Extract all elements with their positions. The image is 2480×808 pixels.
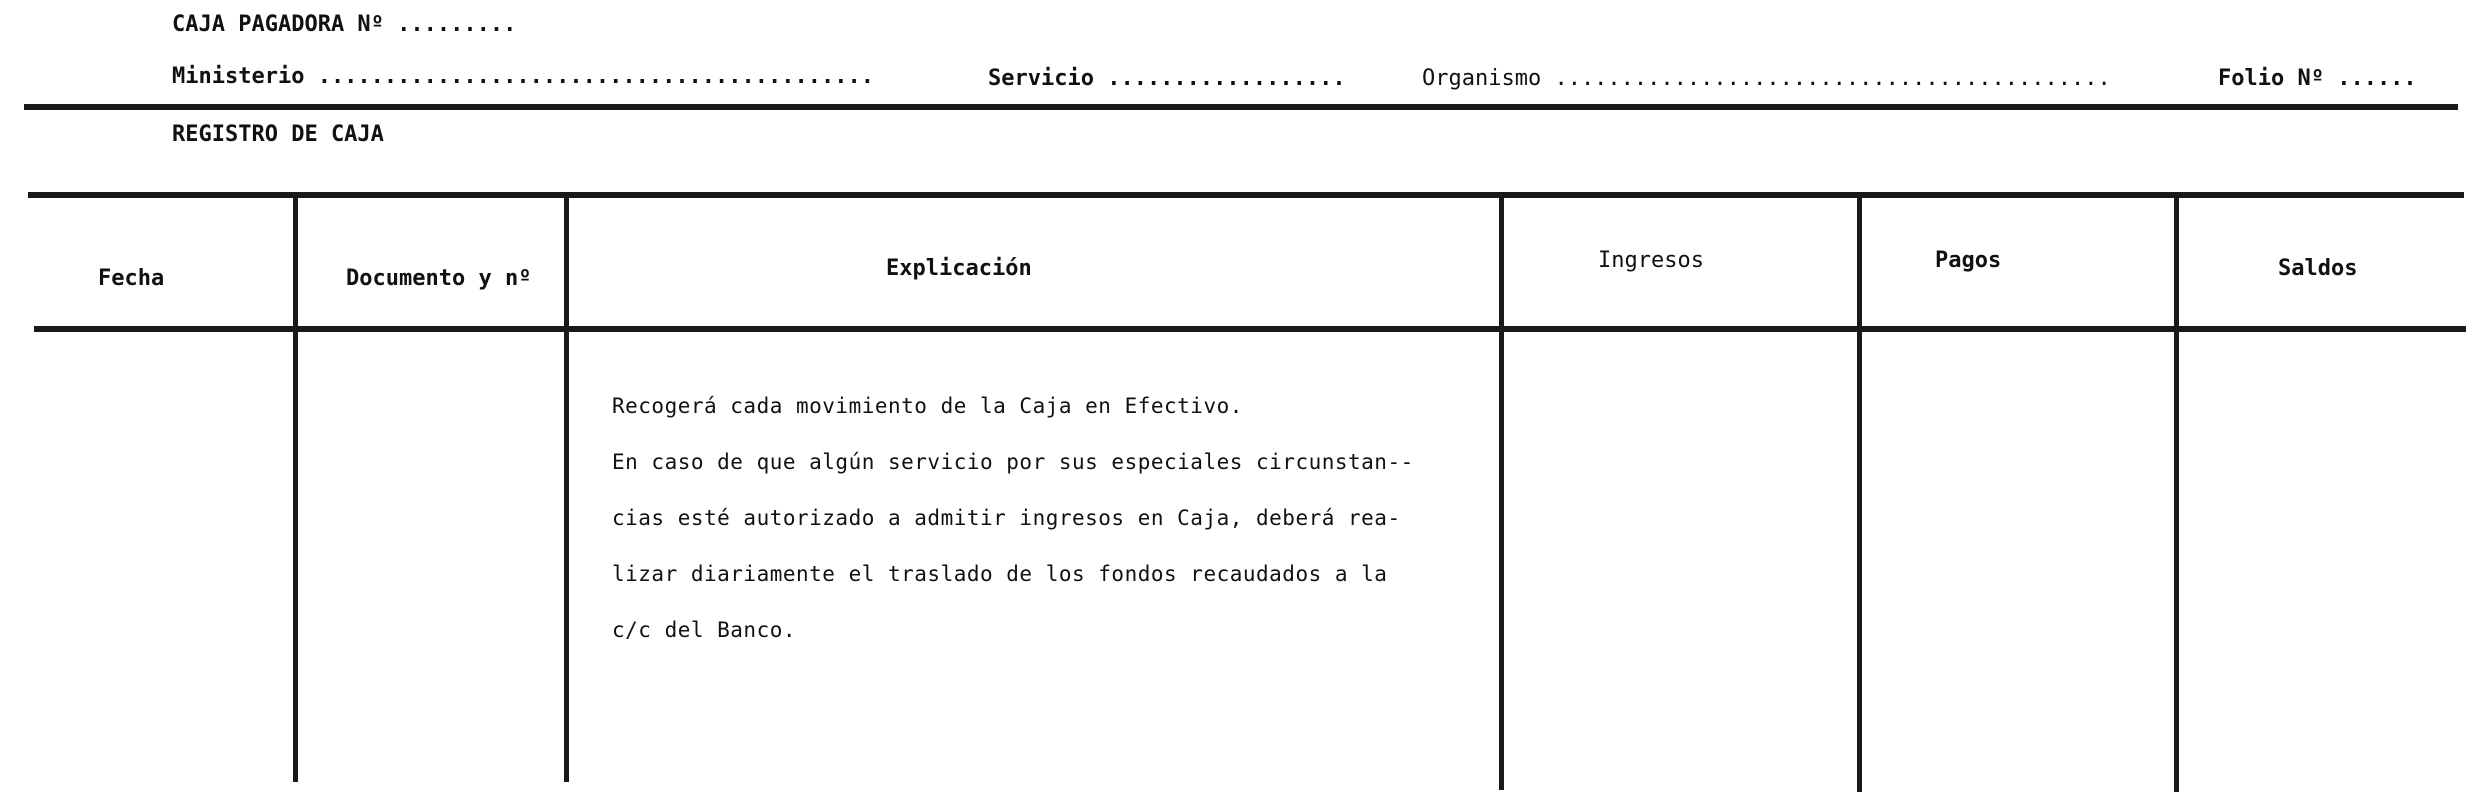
servicio-field: Servicio .................. [988,66,1346,91]
table-header-bottom-line [34,326,2466,332]
caja-pagadora-label: CAJA PAGADORA Nº ......... [172,12,517,37]
explicacion-line-4: lizar diariamente el traslado de los fondos recaudados a la [612,562,1388,586]
folio-field: Folio Nº ...... [2218,66,2417,91]
ministerio-field: Ministerio .......................................... [172,64,874,89]
column-header-pagos: Pagos [1935,248,2002,273]
explicacion-line-1: Recogerá cada movimiento de la Caja en Efectivo. [612,394,1243,418]
registro-de-caja-title: REGISTRO DE CAJA [172,122,384,147]
column-header-documento: Documento y nº [346,266,532,291]
column-divider-4 [1857,196,1862,792]
column-divider-5 [2174,196,2179,792]
table-top-line [28,192,2464,198]
column-divider-1 [293,196,298,782]
organismo-field: Organismo .......................................... [1422,66,2111,91]
column-divider-3 [1499,196,1504,790]
header-separator-line [24,104,2458,110]
column-header-ingresos: Ingresos [1598,248,1704,273]
explicacion-line-5: c/c del Banco. [612,618,797,642]
explicacion-line-2: En caso de que algún servicio por sus especiales circunstan-- [612,450,1414,474]
explicacion-line-3: cias esté autorizado a admitir ingresos en Caja, deberá rea- [612,506,1401,530]
column-divider-2 [564,196,569,782]
explicacion-text [612,378,1414,658]
column-header-saldos: Saldos [2278,256,2358,281]
column-header-fecha: Fecha [98,266,165,291]
column-header-explicacion: Explicación [886,256,1032,281]
